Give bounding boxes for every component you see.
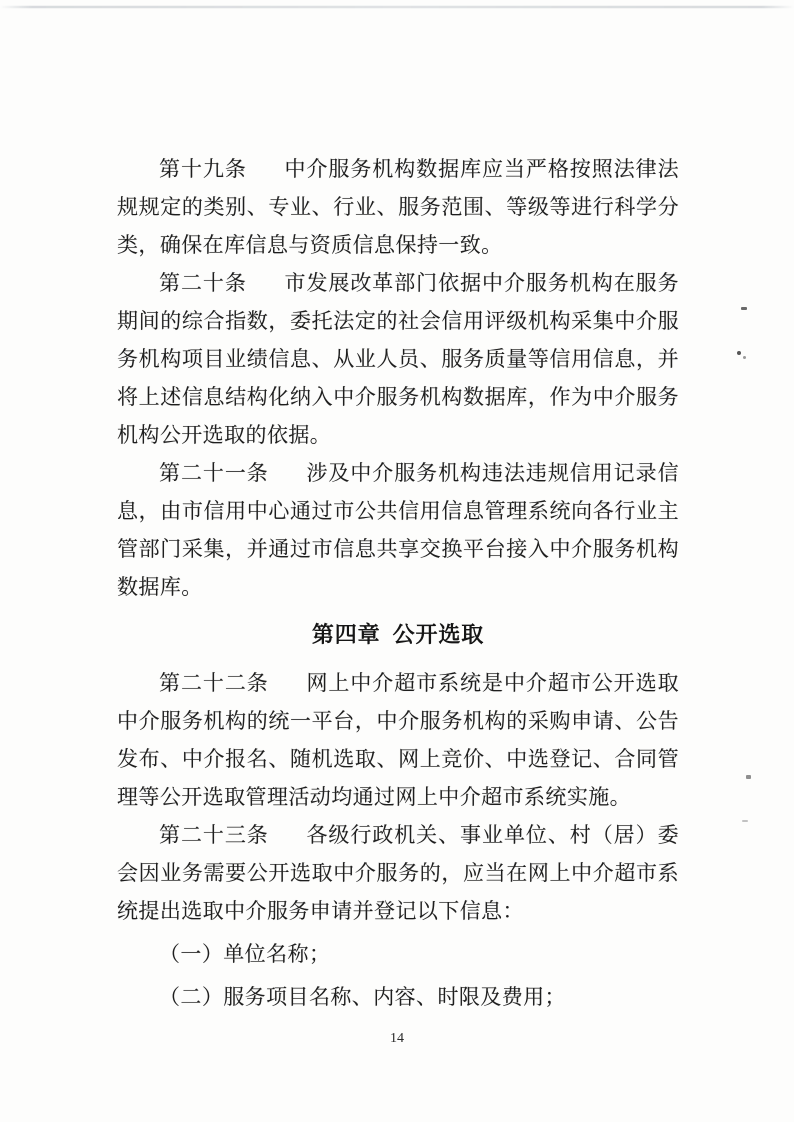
document-content	[117, 150, 679, 1016]
list-item-2: （二）服务项目名称、内容、时限及费用；	[159, 985, 566, 1009]
article-19-paragraph	[117, 150, 679, 264]
article-20-number: 第二十条	[159, 271, 247, 295]
article-21-number: 第二十一条	[159, 461, 269, 485]
scan-speck	[746, 775, 751, 779]
article-22-text: 网上中介超市系统是中介超市公开选取中介服务机构的统一平台，中介服务机构的采购申请、公告发布、中介报名、随机选取、网上竞价、中选登记、合同管理等公开选取管理活动均通过网上中介超市系统实施。	[117, 671, 679, 809]
scan-speck	[741, 307, 747, 310]
chapter-4-label: 第四章	[311, 622, 381, 647]
article-22-number: 第二十二条	[159, 671, 269, 695]
article-22-paragraph	[117, 664, 679, 816]
article-19-text: 中介服务机构数据库应当严格按照法律法规规定的类别、专业、行业、服务范围、等级等进行科学分类，确保在库信息与资质信息保持一致。	[117, 157, 680, 257]
article-23-text: 各级行政机关、事业单位、村（居）委会因业务需要公开选取中介服务的，应当在网上中介超市系统提出选取中介服务申请并登记以下信息：	[117, 823, 679, 923]
list-item-1: （一）单位名称；	[159, 942, 331, 966]
article-20-text: 市发展改革部门依据中介服务机构在服务期间的综合指数，委托法定的社会信用评级机构采集中介服务机构项目业绩信息、从业人员、服务质量等信用信息，并将上述信息结构化纳入中介服务机构数据库，作为中介服务机构公开选取的依据。	[117, 271, 680, 447]
article-20-paragraph	[117, 264, 679, 454]
article-21-text: 涉及中介服务机构违法违规信用记录信息，由市信用中心通过市公共信用信息管理系统向各行业主管部门采集，并通过市信息共享交换平台接入中介服务机构数据库。	[117, 461, 679, 599]
scan-edge-artifact	[0, 6, 794, 8]
article-19-number: 第十九条	[159, 157, 247, 181]
scan-speck	[743, 356, 746, 359]
chapter-4-heading	[117, 616, 679, 654]
article-23-paragraph	[117, 816, 679, 930]
article-23-number: 第二十三条	[159, 823, 269, 847]
article-21-paragraph	[117, 454, 679, 606]
chapter-4-title: 公开选取	[392, 622, 485, 647]
page-number: 14	[390, 1031, 404, 1046]
scan-speck	[742, 820, 748, 822]
scan-speck	[737, 351, 741, 355]
